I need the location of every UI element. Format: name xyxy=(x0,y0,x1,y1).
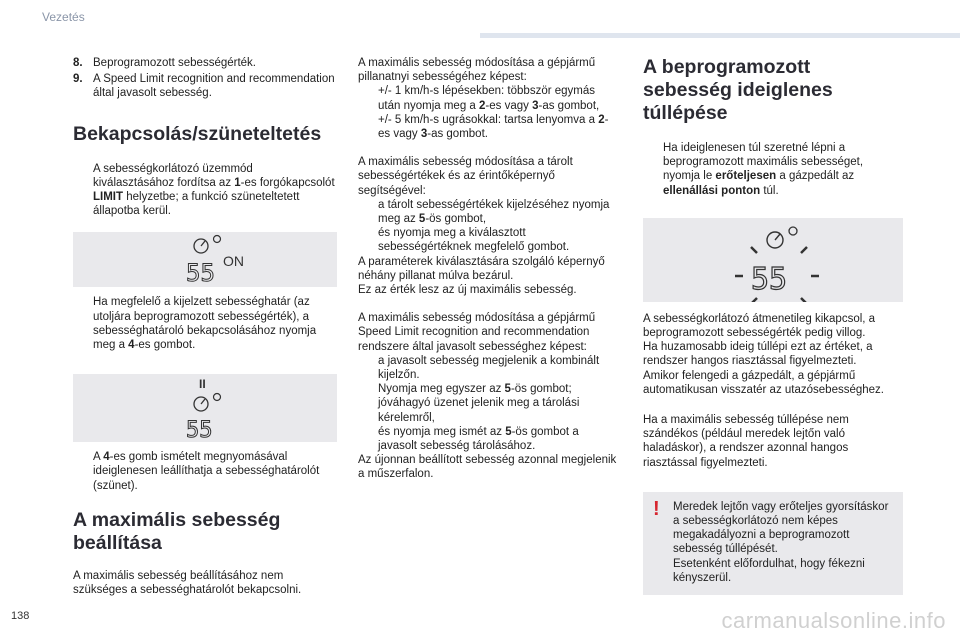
speed-digits: 55 xyxy=(186,418,213,443)
bullet-item: Nyomja meg egyszer az 5-ös gombot; jóváhagyó üzenet jelenik meg a tárolási kérelemről, xyxy=(358,382,620,425)
warning-text: Meredek lejtőn vagy erőteljes gyorsításkor a sebességkorlátozó nem képes megakadályozni a beprogramozott sebesség túllépését. xyxy=(673,500,889,556)
heading-max-speed: A maximális sebesség beállítása xyxy=(73,508,281,554)
pause-icon: II xyxy=(199,377,206,392)
paragraph: A maximális sebesség módosítása a gépjármű Speed Limit recognition and recommendation rendszere által javasolt sebességhez képest: xyxy=(358,312,596,353)
bullet-item: A 4-es gomb ismételt megnyomásával ideiglenesen leállíthatja a sebességhatárolót (szünet). xyxy=(73,450,337,493)
column-1 xyxy=(73,56,337,597)
bullet-item: Ha ideiglenesen túl szeretné lépni a beprogramozott maximális sebességet, nyomja le erőteljesen a gázpedált az ellenállási ponton túl. xyxy=(643,141,903,198)
list-item-9: 9. A Speed Limit recognition and recommendation által javasolt sebesség. xyxy=(73,73,335,100)
column-3 xyxy=(643,56,903,595)
bullet-item: és nyomja meg a kiválasztott sebességértéknek megfelelő gombot. xyxy=(358,226,620,254)
paragraph: A maximális sebesség beállításához nem szükséges a sebességhatárolót bekapcsolni. xyxy=(73,569,302,597)
speedometer-on-illustration xyxy=(73,232,337,287)
bullet-icon xyxy=(73,450,93,493)
warning-icon: ! xyxy=(653,497,660,520)
bullet-icon xyxy=(358,382,378,425)
paragraph: A maximális sebesség módosítása a tárolt sebességértékek és az érintőképernyő segítségével: xyxy=(358,156,573,197)
paragraph: A paraméterek kiválasztására szolgáló képernyő néhány pillanat múlva bezárul. xyxy=(358,255,605,282)
section-title: Vezetés xyxy=(42,10,85,24)
speed-digits: 55 xyxy=(751,261,788,297)
display-illustration-flashing xyxy=(643,218,903,302)
paragraph: A maximális sebesség módosítása a gépjármű pillanatnyi sebességéhez képest: xyxy=(358,57,596,84)
bullet-icon xyxy=(358,354,378,382)
bullet-icon xyxy=(358,113,378,141)
paragraph: Ha a maximális sebesség túllépése nem szándékos (például meredek lejtőn való haladáskor), a rendszer azonnal hangos riasztással figyelmezteti. xyxy=(643,414,849,469)
speedometer-flashing-illustration xyxy=(643,218,903,302)
speedometer-icon xyxy=(767,227,797,248)
heading-temporary-exceed: A beprogramozott sebesség ideiglenes túllépése xyxy=(643,56,833,124)
header-bar xyxy=(480,33,960,38)
speed-digits: 55 xyxy=(186,259,215,288)
speedometer-icon xyxy=(194,394,221,412)
bullet-icon xyxy=(73,162,93,219)
column-2 xyxy=(358,56,620,482)
page-number: 138 xyxy=(11,610,30,622)
bullet-item: +/- 1 km/h-s lépésekben: többször egymás után nyomja meg a 2-es vagy 3-as gombot, xyxy=(358,84,620,112)
paragraph: Az újonnan beállított sebesség azonnal megjelenik a műszerfalon. xyxy=(358,454,617,481)
display-illustration-on xyxy=(73,232,337,287)
list-item-8: 8. Beprogramozott sebességérték. xyxy=(73,57,257,69)
display-illustration-pause xyxy=(73,374,337,442)
watermark: carmanualsonline.info xyxy=(721,608,946,633)
warning-box xyxy=(643,492,903,595)
bullet-item: és nyomja meg ismét az 5-ös gombot a javasolt sebesség tárolásához. xyxy=(358,425,620,453)
on-label: ON xyxy=(223,253,244,270)
paragraph: Amikor felengedi a gázpedált, a gépjármű automatikusan visszatér az utazósebességhez. xyxy=(643,369,884,396)
bullet-item: A sebességkorlátozó üzemmód kiválasztásához fordítsa az 1-es forgókapcsolót LIMIT helyzetbe; a funkció szüneteltetett állapotba kerül. xyxy=(73,162,337,219)
warning-text: Esetenként előfordulhat, hogy fékezni kényszerül. xyxy=(673,557,865,584)
bullet-item: a tárolt sebességértékek kijelzéséhez nyomja meg az 5-ös gombot, xyxy=(358,198,620,226)
bullet-icon xyxy=(358,84,378,112)
bullet-item: +/- 5 km/h-s ugrásokkal: tartsa lenyomva a 2-es vagy 3-as gombot. xyxy=(358,113,620,141)
speedometer-icon xyxy=(194,236,221,254)
bullet-icon xyxy=(358,198,378,226)
speedometer-pause-illustration xyxy=(73,374,337,442)
bullet-icon xyxy=(643,141,663,198)
bullet-item: a javasolt sebesség megjelenik a kombinált kijelzőn. xyxy=(358,354,620,382)
heading-activation: Bekapcsolás/szüneteltetés xyxy=(73,122,322,145)
paragraph: A sebességkorlátozó átmenetileg kikapcsol, a beprogramozott sebességérték pedig villog. xyxy=(643,312,876,340)
bullet-icon xyxy=(73,295,93,352)
paragraph: Ez az érték lesz az új maximális sebesség. xyxy=(358,284,577,297)
paragraph: Ha huzamosabb ideig túllépi ezt az értéket, a rendszer hangos riasztással figyelmezteti. xyxy=(643,341,873,368)
bullet-item: Ha megfelelő a kijelzett sebességhatár (az utoljára beprogramozott sebességérték), a sebességhatároló bekapcsolásához nyomja meg a 4-es gombot. xyxy=(73,295,337,352)
bullet-icon xyxy=(358,226,378,254)
bullet-icon xyxy=(358,425,378,453)
